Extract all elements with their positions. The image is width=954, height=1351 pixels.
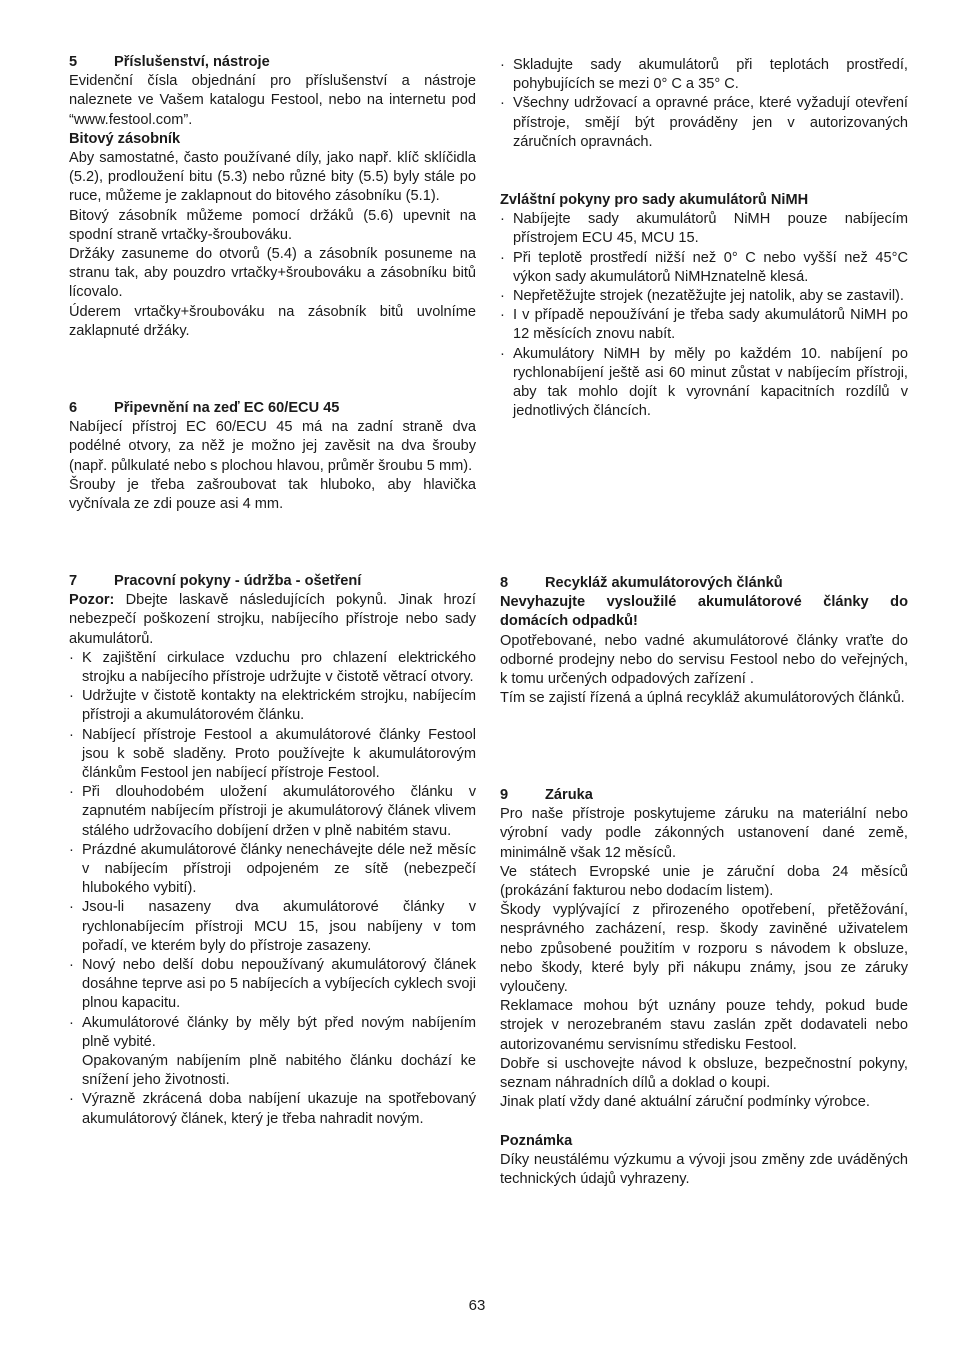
note-section (500, 1132, 908, 1190)
section-9 (500, 786, 908, 1112)
paragraph: Jinak platí vždy dané aktuální záruční podmínky výrobce. (500, 1094, 870, 1111)
right-top-list-block (500, 56, 908, 152)
list-item: · Udržujte v čistotě kontakty na elektrickém strojku, nabíjecím přístroji a akumulátorovém článku. (69, 687, 476, 725)
list-item: · Všechny udržovací a opravné práce, které vyžadují otevření přístroje, smějí být prováděny jen v autorizovaných záručních opravnách. (500, 94, 908, 152)
list-item: · Nabíjejte sady akumulátorů NiMH pouze nabíjecím přístrojem ECU 45, MCU 15. (500, 210, 908, 248)
section-7-heading (69, 572, 476, 591)
paragraph: Reklamace mohou být uznány pouze tehdy, pokud bude strojek v nerozebraném stavu zaslán zpět dodavateli nebo autorizovanému servisnímu středisku Festool. (500, 998, 908, 1053)
section-title: Příslušenství, nástroje (114, 54, 270, 70)
storage-list (500, 56, 908, 152)
paragraph: Opotřebované, nebo vadné akumulátorové články vraťte do odborné prodejny nebo do servisu Festool nebo do veřejných, k tomu určených odpadových zařízení . (500, 632, 908, 688)
page-number: 63 (468, 1297, 486, 1314)
nimh-section (500, 191, 908, 421)
paragraph: Nabíjecí přístroj EC 60/ECU 45 má na zadní straně dva podélné otvory, za něž je možno jej zavěsit na dva šrouby (např. půlkulaté nebo s plochou hlavou, průměr šroubu 5 mm). (69, 419, 476, 474)
list-item: · Při teplotě prostředí nižší než 0° C nebo vyšší než 45°C výkon sady akumulátorů NiMHznatelně klesá. (500, 249, 908, 287)
list-item: · Při dlouhodobém uložení akumulátorového článku v zapnutém nabíjecím přístroji je akumulátorový článek vlivem stálého udržovacího dobíjení držen v plně nabitém stavu. (69, 783, 476, 841)
list-item-continuation: Opakovaným nabíjením plně nabitého článku dochází ke snížení jeho životnosti. (82, 1053, 476, 1089)
list-item-text: Akumulátorové články by měly být před novým nabíjením plně vybité. (82, 1014, 476, 1050)
list-item: · K zajištění cirkulace vzduchu pro chlazení elektrického strojku a nabíjecího přístroje udržujte v čistotě větrací otvory. (69, 649, 476, 687)
paragraph: Evidenční čísla objednání pro příslušenství a nástroje naleznete ve Vašem katalogu Festool, nebo na internetu pod “www.festool.com”. (69, 73, 476, 128)
section-number: 6 (69, 400, 78, 416)
section-number: 5 (69, 54, 78, 70)
section-7 (69, 572, 476, 1129)
section-8 (500, 574, 908, 708)
paragraph: Úderem vrtačky+šroubováku na zásobník bitů uvolníme zaklapnuté držáky. (69, 303, 476, 339)
section-6-heading (69, 399, 476, 418)
subheading: Bitový zásobník (69, 130, 181, 147)
paragraph: Pro naše přístroje poskytujeme záruku na materiální nebo výrobní vady podle zákonných ustanovení dané země, minimálně však 12 měsíců. (500, 806, 908, 861)
section-title: Recykláž akumulátorových článků (545, 575, 783, 591)
paragraph: Držáky zasuneme do otvorů (5.4) a zásobník posuneme na stranu tak, aby pouzdro vrtačky+šroubováku a zásobníku bitů lícovalo. (69, 246, 476, 301)
maintenance-list (69, 649, 476, 1129)
list-item (69, 1014, 476, 1091)
section-5 (69, 53, 476, 341)
warning-paragraph (69, 591, 476, 649)
section-6 (69, 399, 476, 514)
paragraph: Dobře si uschovejte návod k obsluze, bezpečnostní pokyny, seznam náhradních dílů a doklad o koupi. (500, 1055, 908, 1092)
list-item: · Nový nebo delší dobu nepoužívaný akumulátorový článek dosáhne teprve asi po 5 nabíjecích a vybíjecích cyklech svoji plnou kapacitu. (69, 956, 476, 1014)
nimh-heading: Zvláštní pokyny pro sady akumulátorů NiMH (500, 192, 809, 208)
paragraph: Šrouby je třeba zašroubovat tak hluboko, aby hlavička vyčnívala ze zdi pouze asi 4 mm. (69, 476, 476, 513)
section-title: Připevnění na zeď EC 60/ECU 45 (114, 400, 340, 416)
warning-text: Dbejte laskavě následujících pokynů. Jinak hrozí nebezpečí poškození strojku, nabíjecího přístroje nebo sady akumulátorů. (69, 592, 476, 647)
section-number: 7 (69, 573, 78, 589)
section-title: Záruka (545, 787, 593, 803)
warning-label: Pozor: (69, 592, 115, 609)
list-item: · Prázdné akumulátorové články nenechávejte déle než měsíc v nabíjecím přístroji odpojeném ze sítě (nebezpečí hlubokého vybití). (69, 841, 476, 899)
paragraph: Díky neustálému výzkumu a vývoji jsou změny zde uváděných technických údajů vyhrazeny. (500, 1152, 908, 1188)
list-item: · Nabíjecí přístroje Festool a akumulátorové články Festool jsou k sobě sladěny. Proto používejte k akumulátorovým článkům Festool jen nabíjecí přístroje Festool. (69, 726, 476, 784)
list-item: · Nepřetěžujte strojek (nezatěžujte jej natolik, aby se zastavil). (500, 287, 908, 306)
list-item: · I v případě nepoužívání je třeba sady akumulátorů NiMH po 12 měsících znovu nabít. (500, 306, 908, 344)
list-item: · Jsou-li nasazeny dva akumulátorové články v rychlonabíjecím přístroji MCU 15, jsou nabíjeny v tom pořadí, ve kterém byly do přístroje zasazeny. (69, 898, 476, 956)
section-8-heading (500, 574, 908, 593)
disposal-warning: Nevyhazujte vysloužilé akumulátorové články do domácích odpadků! (500, 594, 908, 630)
section-number: 9 (500, 787, 509, 803)
paragraph: Škody vyplývající z přirozeného opotřebení, přetěžování, nesprávného zacházení, resp. škody zaviněné uživatelem nebo způsobené použitím v rozporu s návodem k obsluze, nebo škody, které byly při nákupu známy, jsou ze záruky vyloučeny. (500, 902, 908, 996)
section-title: Pracovní pokyny - údržba - ošetření (114, 573, 362, 589)
nimh-list (500, 210, 908, 421)
paragraph: Ve státech Evropské unie je záruční doba 24 měsíců (prokázání fakturou nebo dodacím listem). (500, 863, 908, 900)
paragraph: Aby samostatné, často používané díly, jako např. klíč sklíčidla (5.2), prodloužení bitu (5.3) nebo různé bity (5.5) byly stále po ruce, můžeme je zaklapnout do bitového zásobníku (5.1). (69, 150, 476, 205)
paragraph: Tím se zajistí řízená a úplná recykláž akumulátorových článků. (500, 690, 905, 707)
list-item: · Skladujte sady akumulátorů při teplotách prostředí, pohybujících se mezi 0° C a 35° C. (500, 56, 908, 94)
list-item: · Výrazně zkrácená doba nabíjení ukazuje na spotřebovaný akumulátorový článek, který je třeba nahradit novým. (69, 1090, 476, 1128)
list-item: · Akumulátory NiMH by měly po každém 10. nabíjení po rychlonabíjení ještě asi 60 minut zůstat v nabíjecím přístroji, aby tak mohlo dojít k vyrovnání kapacitních rozdílů v jednotlivých článcích. (500, 345, 908, 422)
note-heading: Poznámka (500, 1133, 573, 1149)
section-5-heading (69, 53, 476, 72)
section-9-heading (500, 786, 908, 805)
paragraph: Bitový zásobník můžeme pomocí držáků (5.6) upevnit na spodní straně vrtačky-šroubováku. (69, 207, 476, 243)
section-number: 8 (500, 575, 509, 591)
